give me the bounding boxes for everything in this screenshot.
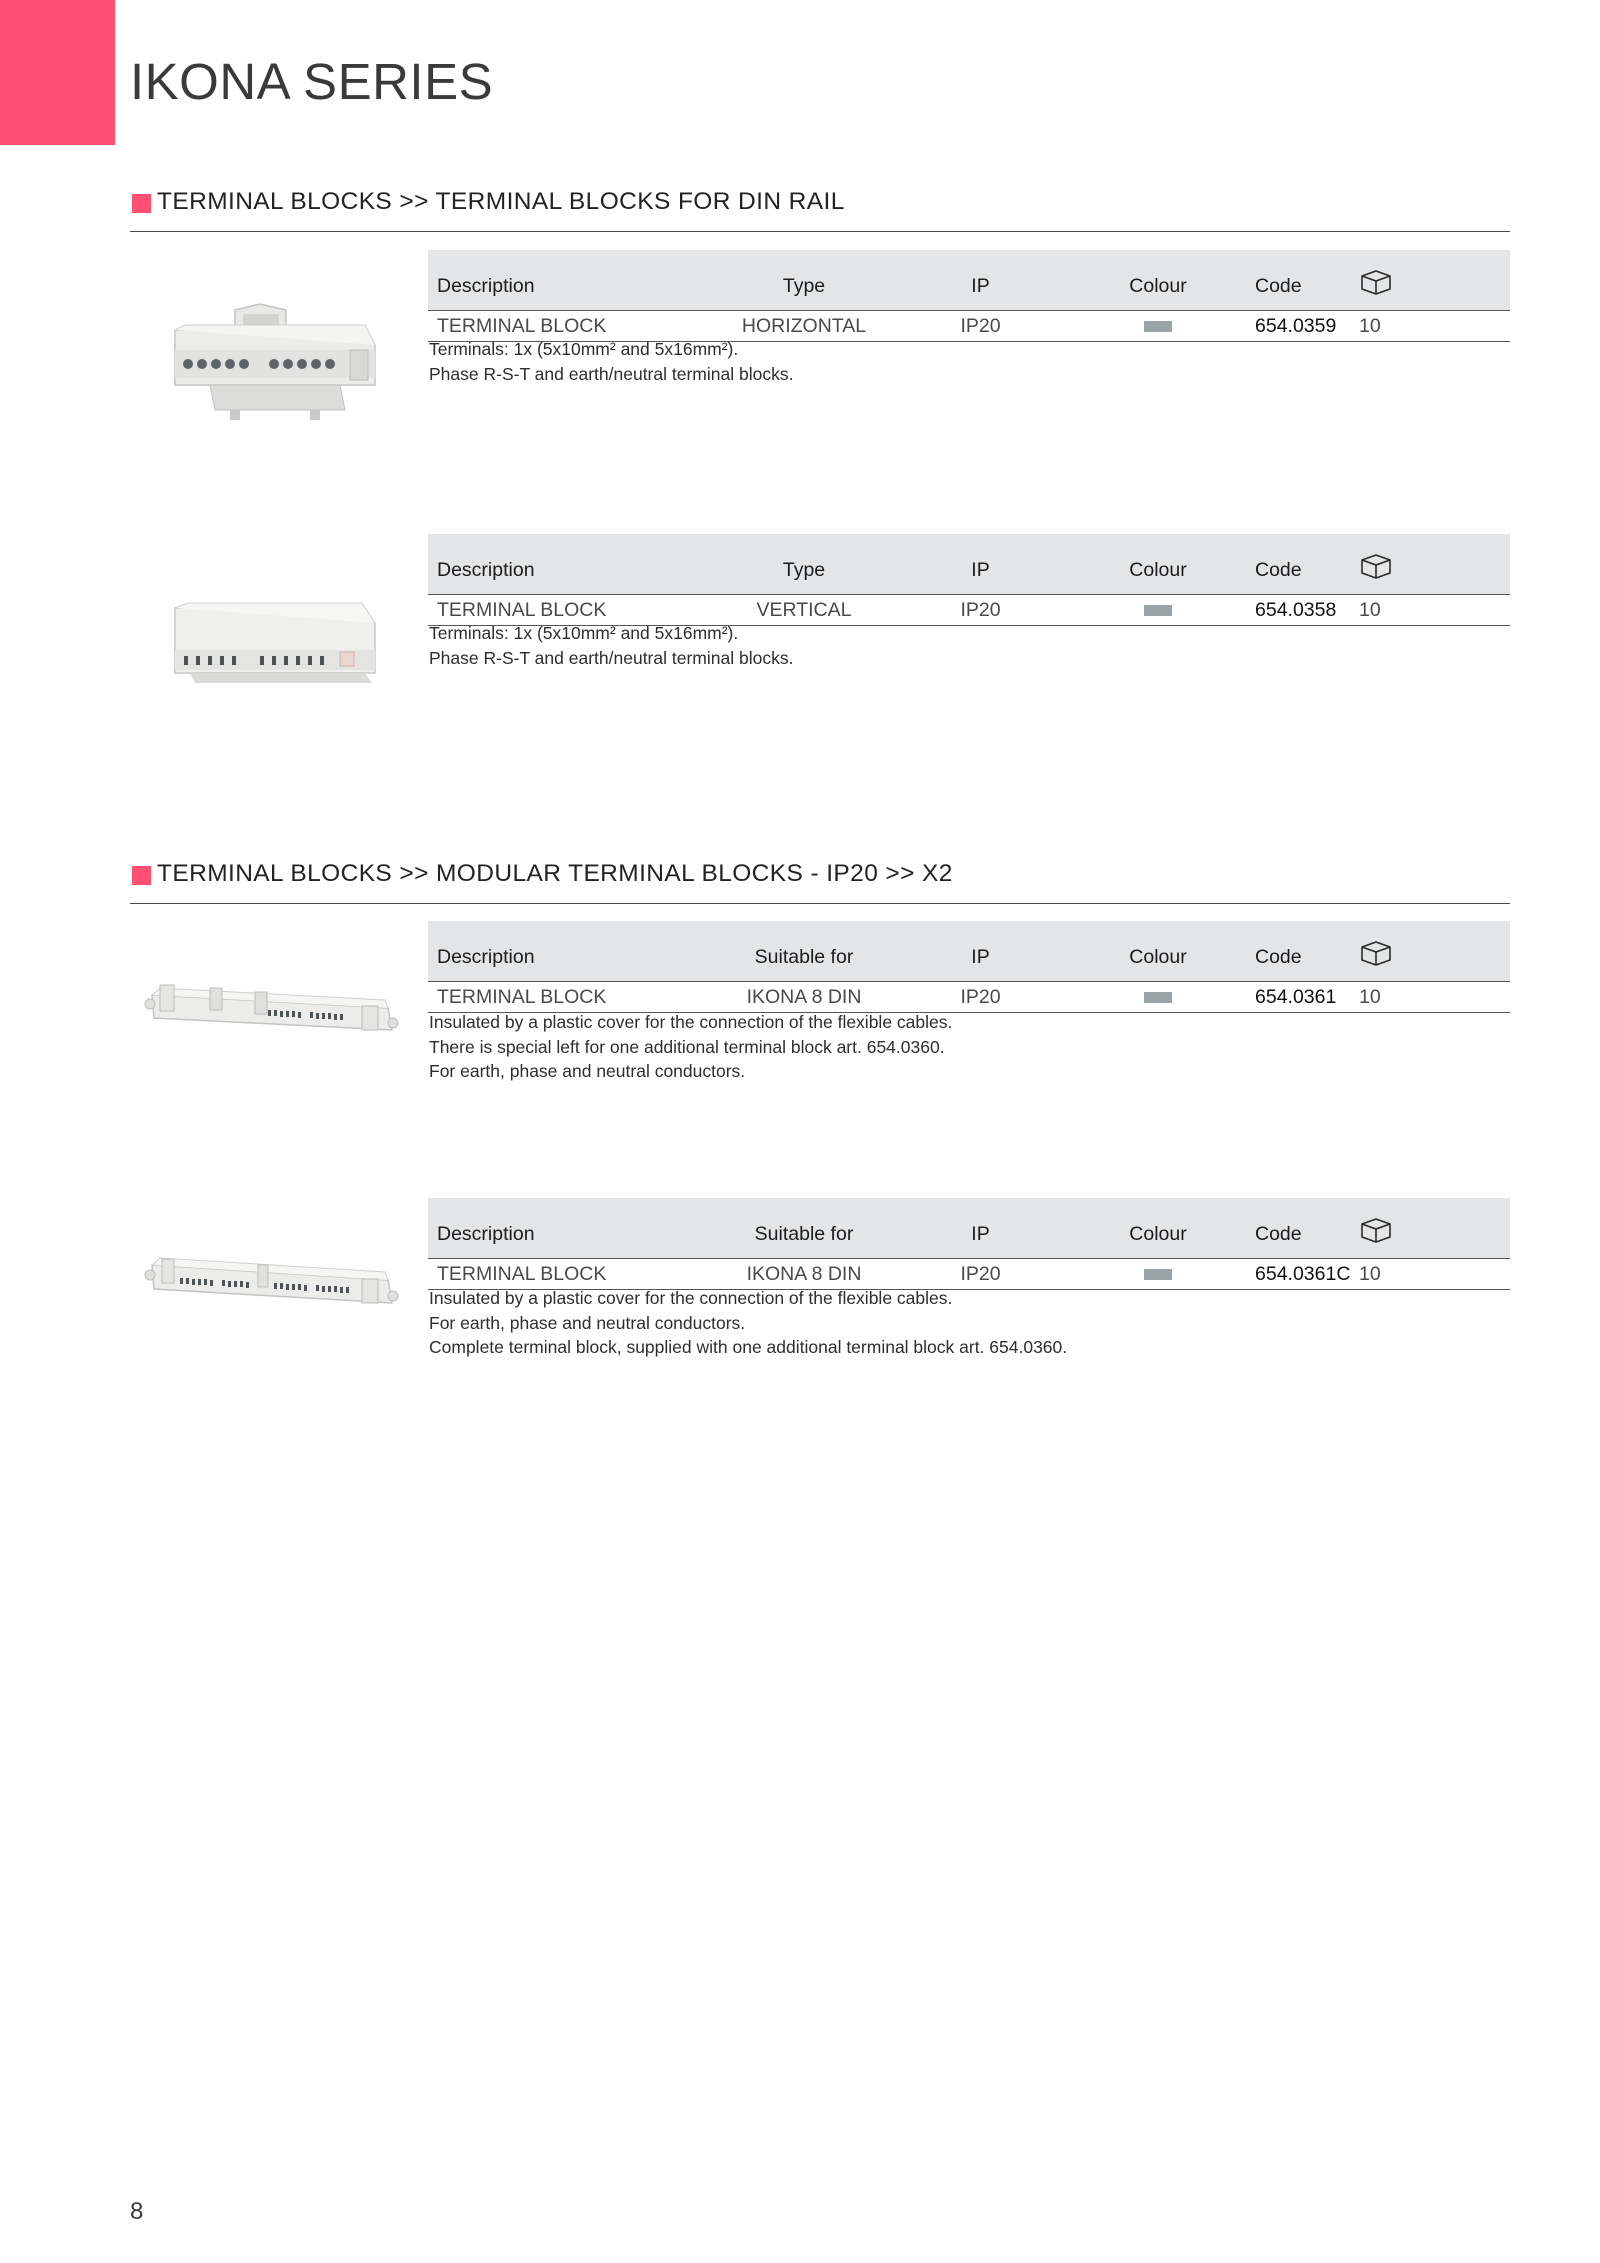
cell-code: 654.0358	[1247, 595, 1355, 626]
column-header: Code	[1247, 921, 1355, 982]
cell-description: TERMINAL BLOCK	[428, 595, 716, 626]
note-line: There is special left for one additional terminal block art. 654.0360.	[429, 1036, 945, 1057]
note-line: Complete terminal block, supplied with one additional terminal block art. 654.0360.	[429, 1337, 1068, 1357]
section-marker-icon	[132, 194, 151, 213]
cell-type: IKONA 8 DIN	[716, 1259, 892, 1290]
section-heading-din-rail	[130, 185, 1510, 232]
note-line: Terminals: 1x (5x10mm² and 5x16mm²).	[429, 623, 739, 643]
cell-colour	[1069, 595, 1247, 626]
page-title: IKONA SERIES	[130, 53, 494, 110]
box-icon	[1359, 1216, 1393, 1244]
cell-type: IKONA 8 DIN	[716, 982, 892, 1013]
table-header-row	[428, 250, 1510, 311]
column-header: IP	[892, 921, 1069, 982]
product-spec-table	[428, 921, 1510, 1013]
product-notes	[429, 1286, 1067, 1360]
modular-terminal-block-icon	[140, 930, 405, 1110]
section-heading-text: TERMINAL BLOCKS >> TERMINAL BLOCKS FOR DIN RAIL	[157, 188, 845, 215]
cell-type: VERTICAL	[716, 595, 892, 626]
column-header-packaging	[1355, 534, 1510, 595]
column-header: IP	[892, 1198, 1069, 1259]
column-header-packaging	[1355, 1198, 1510, 1259]
column-header: Suitable for	[716, 921, 892, 982]
column-header: Description	[428, 250, 716, 311]
table-row	[428, 1259, 1510, 1290]
box-icon	[1359, 939, 1393, 967]
note-line: Insulated by a plastic cover for the connection of the flexible cables.	[429, 1288, 953, 1308]
column-header-packaging	[1355, 921, 1510, 982]
section-marker-icon	[132, 866, 151, 885]
cell-colour	[1069, 1259, 1247, 1290]
note-line: Terminals: 1x (5x10mm² and 5x16mm²).	[429, 339, 739, 359]
column-header: IP	[892, 534, 1069, 595]
cell-description: TERMINAL BLOCK	[428, 982, 716, 1013]
horizontal-terminal-block-icon	[140, 290, 405, 470]
cell-colour	[1069, 982, 1247, 1013]
column-header: Colour	[1069, 250, 1247, 311]
table-header-row	[428, 1198, 1510, 1259]
cell-type: HORIZONTAL	[716, 311, 892, 342]
vertical-terminal-block-icon	[140, 578, 405, 758]
note-line: For earth, phase and neutral conductors.	[429, 1061, 746, 1081]
note-line: Phase R-S-T and earth/neutral terminal blocks.	[429, 363, 794, 384]
column-header: Type	[716, 534, 892, 595]
product-notes	[429, 621, 793, 670]
product-spec-table	[428, 534, 1510, 626]
column-header: Colour	[1069, 1198, 1247, 1259]
column-header-packaging	[1355, 250, 1510, 311]
cell-quantity: 10	[1355, 1259, 1510, 1290]
cell-quantity: 10	[1355, 311, 1510, 342]
column-header: Type	[716, 250, 892, 311]
product-notes	[429, 1010, 952, 1084]
colour-swatch	[1144, 1269, 1172, 1280]
column-header: Suitable for	[716, 1198, 892, 1259]
section-heading-modular	[130, 857, 1510, 904]
note-line: Insulated by a plastic cover for the connection of the flexible cables.	[429, 1012, 953, 1032]
note-line: For earth, phase and neutral conductors.	[429, 1312, 746, 1333]
column-header: Code	[1247, 1198, 1355, 1259]
table-row	[428, 982, 1510, 1013]
colour-swatch	[1144, 321, 1172, 332]
cell-ip: IP20	[892, 1259, 1069, 1290]
column-header: Code	[1247, 534, 1355, 595]
table-header-row	[428, 534, 1510, 595]
column-header: Description	[428, 1198, 716, 1259]
colour-swatch	[1144, 992, 1172, 1003]
page-number: 8	[130, 2198, 144, 2225]
cell-code: 654.0359	[1247, 311, 1355, 342]
note-line: Phase R-S-T and earth/neutral terminal blocks.	[429, 647, 794, 668]
product-notes	[429, 337, 793, 386]
cell-ip: IP20	[892, 982, 1069, 1013]
section-heading-text: TERMINAL BLOCKS >> MODULAR TERMINAL BLOCKS - IP20 >> X2	[157, 860, 953, 887]
cell-description: TERMINAL BLOCK	[428, 311, 716, 342]
complete-modular-terminal-block-icon	[140, 1205, 405, 1385]
cell-colour	[1069, 311, 1247, 342]
product-spec-table	[428, 1198, 1510, 1290]
column-header: Colour	[1069, 534, 1247, 595]
column-header: Colour	[1069, 921, 1247, 982]
column-header: Code	[1247, 250, 1355, 311]
column-header: Description	[428, 921, 716, 982]
column-header: IP	[892, 250, 1069, 311]
product-spec-table	[428, 250, 1510, 342]
corner-accent-tab	[0, 0, 115, 145]
cell-ip: IP20	[892, 595, 1069, 626]
table-header-row	[428, 921, 1510, 982]
box-icon	[1359, 552, 1393, 580]
column-header: Description	[428, 534, 716, 595]
cell-ip: IP20	[892, 311, 1069, 342]
cell-description: TERMINAL BLOCK	[428, 1259, 716, 1290]
box-icon	[1359, 268, 1393, 296]
cell-code: 654.0361	[1247, 982, 1355, 1013]
cell-code: 654.0361C	[1247, 1259, 1355, 1290]
colour-swatch	[1144, 605, 1172, 616]
cell-quantity: 10	[1355, 982, 1510, 1013]
cell-quantity: 10	[1355, 595, 1510, 626]
